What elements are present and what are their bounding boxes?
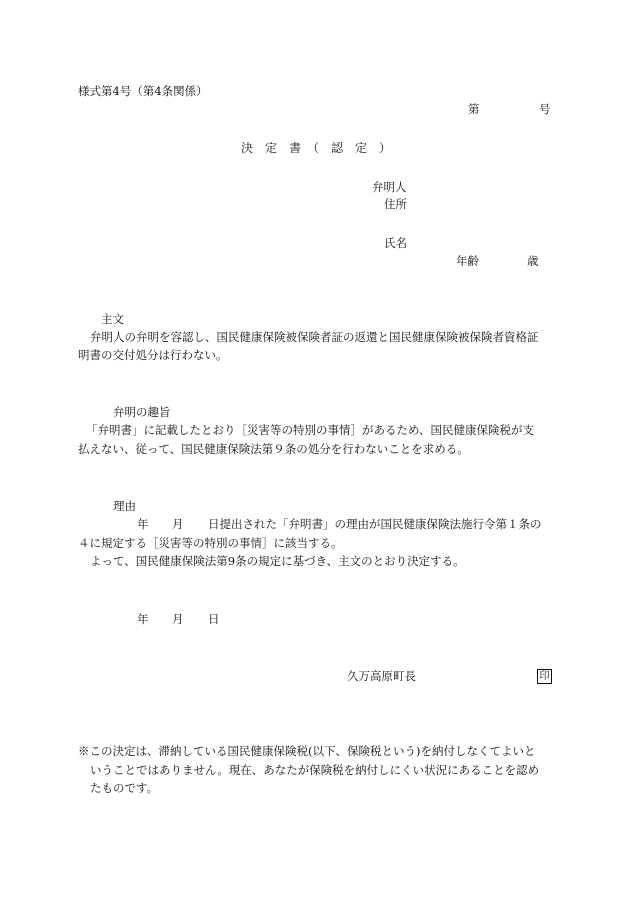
document-number-prefix: 第 [468, 102, 480, 116]
main-text-line-2: 明書の交付処分は行わない。 [78, 348, 228, 362]
applicant-label: 弁明人 [372, 180, 407, 194]
age-label: 年齢 [456, 254, 479, 268]
note-line-1: ※この決定は、滞納している国民健康保険税(以下、保険税という)を納付しなくてよいと [78, 744, 536, 758]
address-label: 住所 [384, 197, 407, 211]
reason-line-2: ４に規定する［災害等の特別の事情］に該当する。 [78, 536, 343, 550]
decision-date-day: 日 [208, 612, 220, 626]
document-title: 決 定 書 （ 認 定 ） [241, 141, 392, 155]
decision-date-year: 年 [137, 612, 149, 626]
main-text-line-1: 弁明人の弁明を容認し、国民健康保険被保険者証の返還と国民健康保険被保険者資格証 [90, 330, 539, 344]
name-label: 氏名 [384, 236, 407, 250]
form-number-header: 様式第4号（第4条関係） [78, 84, 208, 98]
note-line-3: たものです。 [90, 781, 159, 795]
age-unit: 歳 [527, 254, 539, 268]
reason-line-3: よって、国民健康保険法第9条の規定に基づき、主文のとおり決定する。 [90, 554, 465, 568]
main-text-heading: 主文 [101, 312, 124, 326]
decision-date-month: 月 [172, 612, 184, 626]
purpose-line-1: 「弁明書」に記載したとおり［災害等の特別の事情］があるため、国民健康保険税が支 [86, 423, 535, 437]
seal-box: 印 [537, 669, 552, 684]
note-line-2: いうことではありません。現在、あなたが保険税を納付しにくい状況にあることを認め [90, 763, 540, 777]
purpose-heading: 弁明の趣旨 [113, 405, 171, 419]
purpose-line-2: 払えない、従って、国民健康保険法第９条の処分を行わないことを求める。 [78, 442, 469, 456]
reason-heading: 理由 [113, 499, 136, 513]
reason-line-1: 日提出された「弁明書」の理由が国民健康保険法施行令第１条の [208, 517, 542, 531]
mayor-title: 久万高原町長 [347, 669, 416, 683]
reason-date-month: 月 [172, 517, 184, 531]
reason-date-year: 年 [137, 517, 149, 531]
document-number-suffix: 号 [539, 102, 551, 116]
